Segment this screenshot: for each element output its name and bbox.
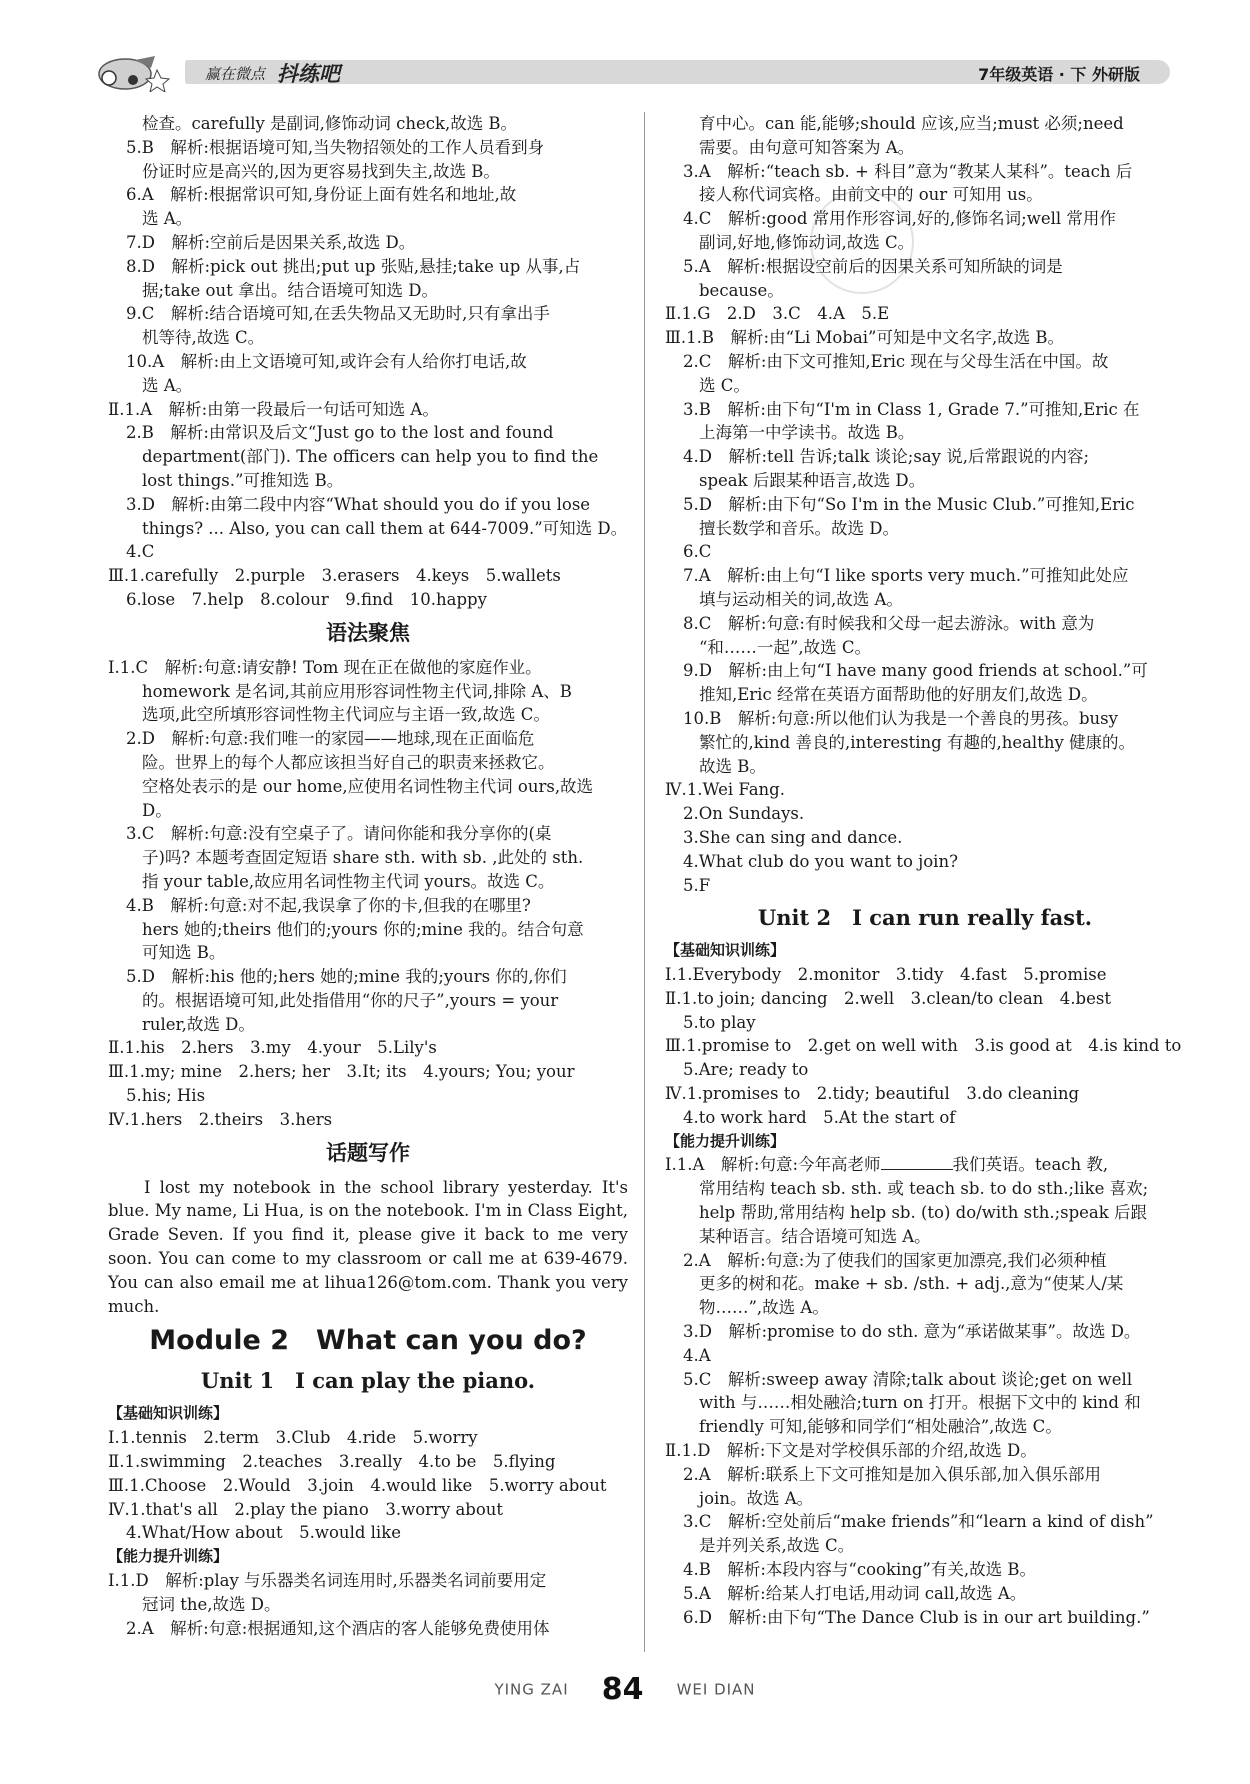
essay-paragraph: I lost my notebook in the school library yesterday. It's blue. My name, Li Hua, is on the notebook. I'm in Class Eight, Grade Seven. If you find it, please give it back to me very soon. You can come to my classroom or call me at 639-4679. You can also email me at lihua126@tom.com. Thank you very much. xyxy=(108,1177,628,1316)
answer-line: Ⅱ.1.D 解析:下文是对学校俱乐部的介绍,故选 D。 xyxy=(665,1441,1037,1461)
answer-line: Ⅳ.1.Wei Fang. xyxy=(665,780,785,800)
answer-line: 5.his; His xyxy=(126,1086,206,1106)
answer-line: 6.D 解析:由下句“The Dance Club is in our art building.” xyxy=(683,1607,1150,1627)
answer-line: Ⅲ.1.Choose 2.Would 3.join 4.would like 5.worry about xyxy=(108,1475,607,1495)
answer-line: 5.D 解析:his 他的;hers 她的;mine 我的;yours 你的,你们 xyxy=(126,967,567,987)
answer-line: hers 她的;theirs 他们的;yours 你的;mine 我的。结合句意 xyxy=(142,919,584,939)
answer-line: friendly 可知,能够和同学们“相处融洽”,故选 C。 xyxy=(699,1417,1062,1437)
answer-line: 据;take out 拿出。结合语境可知选 D。 xyxy=(142,280,438,300)
exercise-label: 【基础知识训练】 xyxy=(665,941,786,960)
answer-line: 的。根据语境可知,此处指借用“你的尺子”,yours = your xyxy=(142,990,559,1010)
exercise-label: 【能力提升训练】 xyxy=(108,1547,229,1566)
answer-line: lost things.”可推知选 B。 xyxy=(142,470,344,490)
answer-line: 8.D 解析:pick out 挑出;put up 张贴,悬挂;take up 从事,占 xyxy=(126,256,581,276)
page-number: 84 xyxy=(601,1672,644,1707)
unit-heading: Unit 1 I can play the piano. xyxy=(200,1368,536,1394)
answer-line: Ⅲ.1.promise to 2.get on well with 3.is good at 4.is kind to xyxy=(665,1036,1182,1056)
answer-line: 5.F xyxy=(683,875,711,895)
answer-line: join。故选 A。 xyxy=(699,1488,814,1508)
exercise-label: 【基础知识训练】 xyxy=(108,1404,229,1423)
answer-line: Ⅱ.1.his 2.hers 3.my 4.your 5.Lily's xyxy=(108,1038,437,1058)
answer-line: 5.A 解析:给某人打电话,用动词 call,故选 A。 xyxy=(683,1583,1027,1603)
answer-line: 3.She can sing and dance. xyxy=(683,827,903,847)
answer-line: 4.B 解析:本段内容与“cooking”有关,故选 B。 xyxy=(683,1560,1036,1580)
answer-line: 空格处表示的是 our home,应使用名词性物主代词 ours,故选 xyxy=(142,776,594,796)
answer-line: 4.D 解析:tell 告诉;talk 谈论;say 说,后常跟说的内容; xyxy=(683,447,1090,467)
answer-line: 6.C xyxy=(683,542,712,562)
answer-line: 选项,此空所填形容词性物主代词应与主语一致,故选 C。 xyxy=(142,705,550,725)
footer-right: WEI DIAN xyxy=(676,1680,756,1699)
answer-line: 推知,Eric 经常在英语方面帮助他的好朋友们,故选 D。 xyxy=(699,685,1098,705)
answer-line: help 帮助,常用结构 help sb. (to) do/with sth.;speak 后跟 xyxy=(699,1203,1148,1223)
answer-line: Ⅳ.1.that's all 2.play the piano 3.worry about xyxy=(108,1499,504,1519)
answer-line: 4.C 解析:good 常用作形容词,好的,修饰名词;well 常用作 xyxy=(683,209,1116,229)
module-heading: Module 2 What can you do? xyxy=(149,1325,587,1357)
answer-text: 我们英语。teach 教, xyxy=(952,1155,1109,1175)
answer-line: 4.to work hard 5.At the start of xyxy=(683,1107,956,1127)
answer-text: Ⅰ.1.A 解析:句意:今年高老师 xyxy=(665,1155,881,1175)
header-grade: 7年级英语 · 下 外研版 xyxy=(978,65,1140,84)
answer-line: 7.A 解析:由上句“I like sports very much.”可推知此处应 xyxy=(683,566,1129,586)
answer-line: 冠词 the,故选 D。 xyxy=(142,1594,281,1614)
answer-line: Ⅰ.1.Everybody 2.monitor 3.tidy 4.fast 5.promise xyxy=(665,965,1107,985)
answer-line: 2.C 解析:由下文可推知,Eric 现在与父母生活在中国。故 xyxy=(683,351,1109,371)
exercise-label: 【能力提升训练】 xyxy=(665,1131,786,1150)
answer-line: 5.C 解析:sweep away 清除;talk about 谈论;get on well xyxy=(683,1369,1133,1389)
answer-line: 6.A 解析:根据常识可知,身份证上面有姓名和地址,故 xyxy=(126,185,517,205)
header-logo-text: 抖练吧 xyxy=(277,62,340,86)
answer-line: 5.Are; ready to xyxy=(683,1060,809,1080)
answer-line: 5.B 解析:根据语境可知,当失物招领处的工作人员看到身 xyxy=(126,137,545,157)
answer-line: 6.lose 7.help 8.colour 9.find 10.happy xyxy=(126,589,487,609)
answer-line: 4.A xyxy=(683,1345,711,1365)
answer-line: Ⅲ.1.my; mine 2.hers; her 3.It; its 4.yours; You; your xyxy=(108,1062,575,1082)
answer-line: 份证时应是高兴的,因为更容易找到失主,故选 B。 xyxy=(142,161,500,181)
answer-line: 是并列关系,故选 C。 xyxy=(699,1536,855,1556)
answer-line: 2.On Sundays. xyxy=(683,804,805,824)
answer-line: 选 C。 xyxy=(699,375,750,395)
answer-line: 3.B 解析:由下句“I'm in Class 1, Grade 7.”可推知,Eric 在 xyxy=(683,399,1140,419)
answer-line: Ⅱ.1.swimming 2.teaches 3.really 4.to be 5.flying xyxy=(108,1452,556,1472)
answer-line: Ⅲ.1.B 解析:由“Li Mobai”可知是中文名字,故选 B。 xyxy=(665,328,1065,348)
answer-line: with 与……相处融洽;turn on 打开。根据下文中的 kind 和 xyxy=(699,1393,1141,1413)
answer-line: 故选 B。 xyxy=(699,756,766,776)
answer-line: 物……”,故选 A。 xyxy=(699,1298,829,1318)
answer-line: 上海第一中学读书。故选 B。 xyxy=(699,423,915,443)
page-header xyxy=(95,52,1170,92)
answer-line: 子)吗? 本题考查固定短语 share sth. with sb. ,此处的 sth. xyxy=(142,848,584,868)
page-footer xyxy=(0,1672,1250,1707)
answer-line: things? ... Also, you can call them at 644-7009.”可知选 D。 xyxy=(142,518,628,538)
answer-line: 9.C 解析:结合语境可知,在丢失物品又无助时,只有拿出手 xyxy=(126,304,550,324)
answer-line: Ⅱ.1.to join; dancing 2.well 3.clean/to clean 4.best xyxy=(665,988,1111,1008)
answer-line: 3.D 解析:由第二段中内容“What should you do if you lose xyxy=(126,494,591,514)
answer-line: “和……一起”,故选 C。 xyxy=(699,637,871,657)
answer-line: Ⅰ.1.D 解析:play 与乐器类名词连用时,乐器类名词前要用定 xyxy=(108,1571,547,1591)
answer-line: 3.D 解析:promise to do sth. 意为“承诺做某事”。故选 D。 xyxy=(683,1322,1141,1342)
answer-line: 险。世界上的每个人都应该担当好自己的职责来拯救它。 xyxy=(142,752,555,772)
unit-heading: Unit 2 I can run really fast. xyxy=(757,905,1093,931)
answer-line: 填与运动相关的词,故选 A。 xyxy=(699,589,903,609)
right-column xyxy=(665,112,1185,1629)
answer-line: 检查。carefully 是副词,修饰动词 check,故选 B。 xyxy=(142,114,518,133)
answer-line: speak 后跟某种语言,故选 D。 xyxy=(699,470,926,490)
answer-line: 7.D 解析:空前后是因果关系,故选 D。 xyxy=(126,232,416,252)
answer-line: ruler,故选 D。 xyxy=(142,1014,255,1034)
answer-line: Ⅰ.1.tennis 2.term 3.Club 4.ride 5.worry xyxy=(108,1428,478,1448)
section-heading: 语法聚焦 xyxy=(326,619,410,645)
answer-line: 3.C 解析:空处前后“make friends”和“learn a kind of dish” xyxy=(683,1512,1154,1532)
answer-line: 选 A。 xyxy=(142,209,193,229)
answer-line: 选 A。 xyxy=(142,375,193,395)
answer-line: 2.A 解析:句意:根据通知,这个酒店的客人能够免费使用体 xyxy=(126,1618,550,1638)
answer-line: D。 xyxy=(142,800,172,820)
answer-line: 可知选 B。 xyxy=(142,943,226,963)
answer-line: 2.A 解析:联系上下文可推知是加入俱乐部,加入俱乐部用 xyxy=(683,1464,1101,1484)
answer-line: 4.B 解析:句意:对不起,我误拿了你的卡,但我的在哪里? xyxy=(126,895,531,915)
answer-line: 4.C xyxy=(126,542,155,562)
answer-line: Ⅳ.1.promises to 2.tidy; beautiful 3.do cleaning xyxy=(665,1084,1080,1104)
answer-line: 5.D 解析:由下句“So I'm in the Music Club.”可推知,Eric xyxy=(683,494,1135,514)
answer-line: Ⅱ.1.A 解析:由第一段最后一句话可知选 A。 xyxy=(108,399,439,419)
answer-line: 2.A 解析:句意:为了使我们的国家更加漂亮,我们必须种植 xyxy=(683,1250,1107,1270)
answer-line: 指 your table,故应用名词性物主代词 yours。故选 C。 xyxy=(142,871,555,891)
answer-line: 5.to play xyxy=(683,1012,756,1032)
answer-line: homework 是名词,其前应用形容词性物主代词,排除 A、B xyxy=(142,681,572,701)
left-column xyxy=(108,112,628,1640)
fill-blank xyxy=(881,1169,953,1170)
answer-line: 10.A 解析:由上文语境可知,或许会有人给你打电话,故 xyxy=(126,351,527,371)
logo-icon xyxy=(95,52,183,92)
answer-line: Ⅳ.1.hers 2.theirs 3.hers xyxy=(108,1109,333,1129)
answer-line: 常用结构 teach sb. sth. 或 teach sb. to do sth.;like 喜欢; xyxy=(699,1179,1149,1199)
answer-line: 10.B 解析:句意:所以他们认为我是一个善良的男孩。busy xyxy=(683,708,1118,728)
answer-line: 更多的树和花。make + sb. /sth. + adj.,意为“使某人/某 xyxy=(699,1274,1124,1294)
answer-line: 8.C 解析:句意:有时候我和父母一起去游泳。with 意为 xyxy=(683,613,1095,633)
column-divider xyxy=(644,112,645,1652)
answer-line: 2.B 解析:由常识及后文“Just go to the lost and found xyxy=(126,423,554,443)
answer-line: 繁忙的,kind 善良的,interesting 有趣的,healthy 健康的。 xyxy=(699,732,1136,752)
footer-left: YING ZAI xyxy=(494,1680,569,1699)
section-heading: 话题写作 xyxy=(326,1139,410,1165)
header-slogan: 赢在微点 xyxy=(205,65,266,83)
answer-line: 接人称代词宾格。由前文中的 our 可知用 us。 xyxy=(699,185,1043,205)
answer-line: 育中心。can 能,能够;should 应该,应当;must 必须;need xyxy=(699,114,1124,133)
answer-line: 3.C 解析:句意:没有空桌子了。请问你能和我分享你的(桌 xyxy=(126,824,552,844)
answer-line: 某种语言。结合语境可知选 A。 xyxy=(699,1226,931,1246)
answer-line: Ⅱ.1.G 2.D 3.C 4.A 5.E xyxy=(665,304,890,324)
answer-line: department(部门). The officers can help you to find the xyxy=(142,447,599,467)
answer-line: 5.A 解析:根据设空前后的因果关系可知所缺的词是 xyxy=(683,256,1063,276)
answer-line: 3.A 解析:“teach sb. + 科目”意为“教某人某科”。teach 后 xyxy=(683,161,1133,181)
answer-line: Ⅲ.1.carefully 2.purple 3.erasers 4.keys 5.wallets xyxy=(108,566,561,586)
answer-line: 9.D 解析:由上句“I have many good friends at school.”可 xyxy=(683,661,1148,681)
answer-line: 机等待,故选 C。 xyxy=(142,328,265,348)
answer-line: 4.What club do you want to join? xyxy=(683,851,958,871)
answer-line: 擅长数学和音乐。故选 D。 xyxy=(699,518,899,538)
answer-line: Ⅰ.1.C 解析:句意:请安静! Tom 现在正在做他的家庭作业。 xyxy=(108,657,542,677)
answer-line: because。 xyxy=(699,280,784,300)
answer-line xyxy=(665,1153,1185,1177)
answer-line: 4.What/How about 5.would like xyxy=(126,1523,401,1543)
answer-line: 副词,好地,修饰动词,故选 C。 xyxy=(699,232,915,252)
answer-line: 需要。由句意可知答案为 A。 xyxy=(699,137,915,157)
answer-line: 2.D 解析:句意:我们唯一的家园——地球,现在正面临危 xyxy=(126,729,535,749)
